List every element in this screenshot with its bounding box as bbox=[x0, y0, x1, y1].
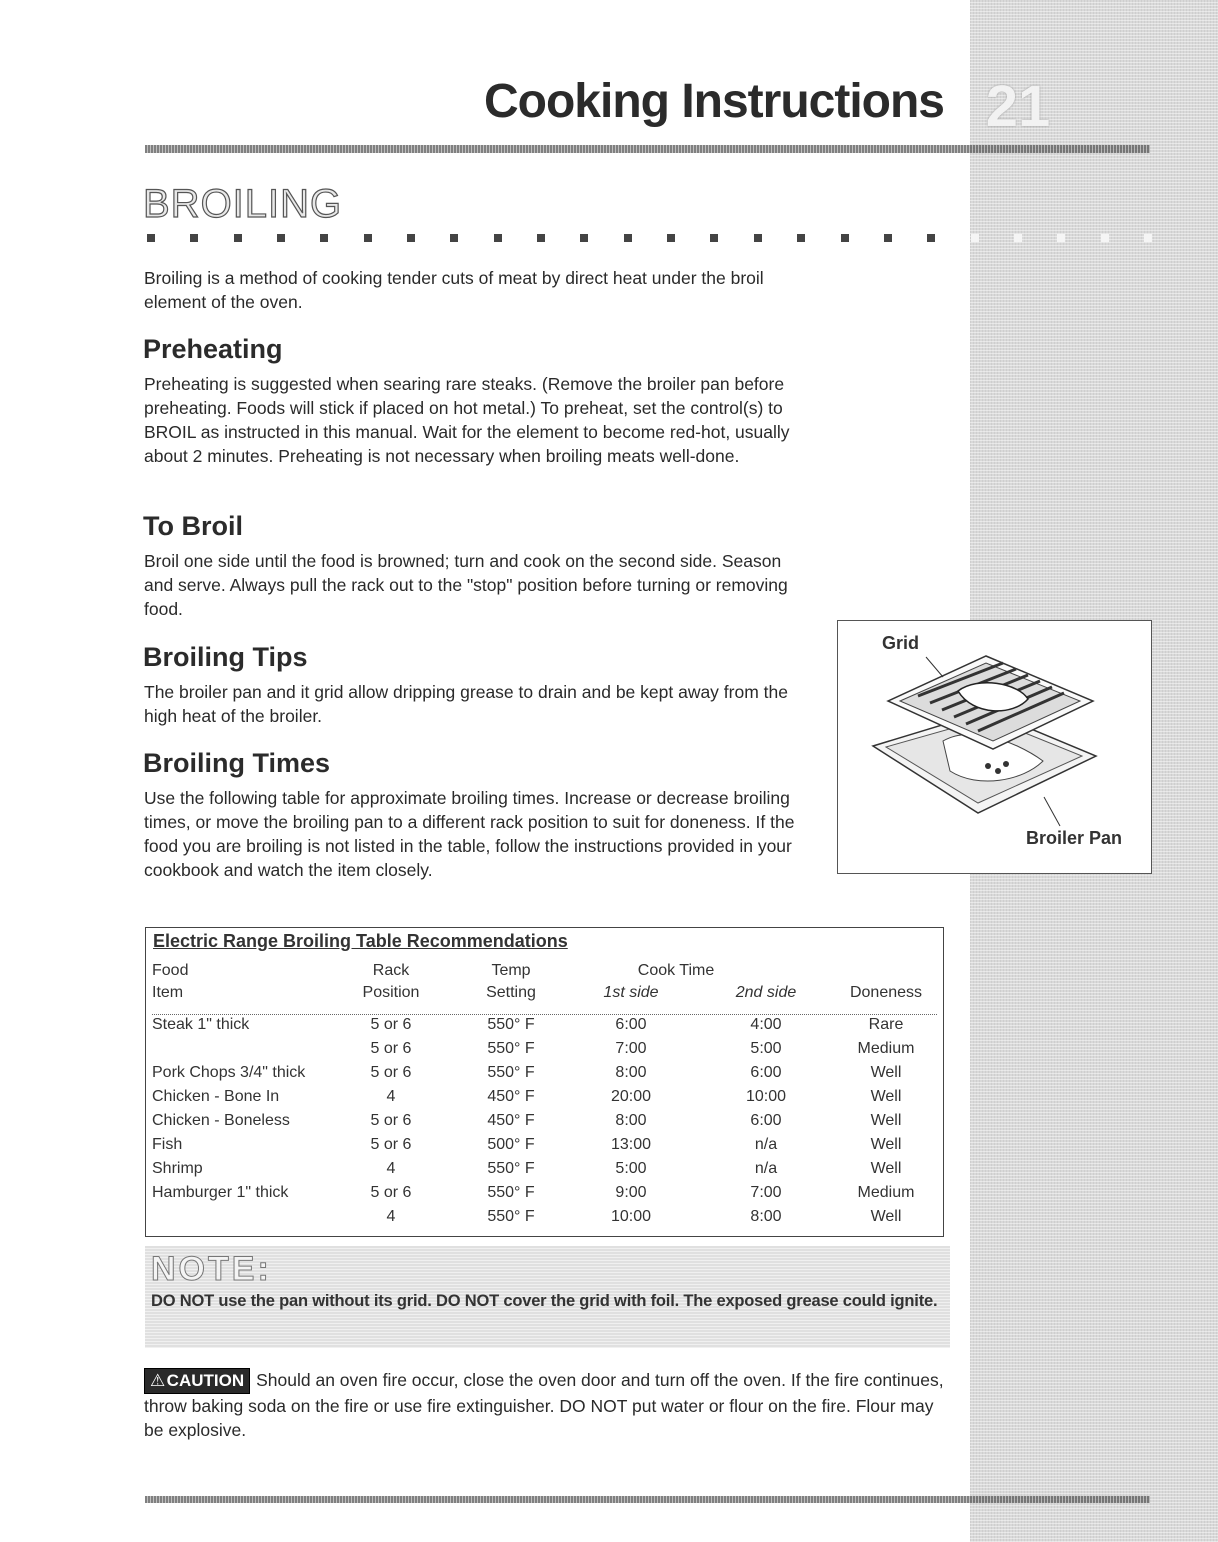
second-side-cell: n/a bbox=[754, 1160, 778, 1177]
note-title: NOTE: bbox=[151, 1250, 272, 1288]
header-rule bbox=[145, 145, 1150, 153]
grid-label: Grid bbox=[882, 633, 920, 653]
food-cell: Hamburger 1" thick bbox=[152, 1184, 289, 1201]
first-side-cell: 20:00 bbox=[610, 1088, 652, 1105]
header-doneness: Doneness bbox=[849, 984, 923, 1001]
preheating-paragraph: Preheating is suggested when searing rare steaks. (Remove the broiler pan before preheating. Foods will stick if placed on hot metal.) To preheat, set the control(s) to BROIL as instructed in this manual. Wait for the element to become red-hot, usually about 2 minutes. Preheating is not necessary when broiling meats well-done. bbox=[144, 374, 790, 466]
temp-cell: 450° F bbox=[487, 1112, 535, 1129]
rack-cell: 5 or 6 bbox=[370, 1136, 412, 1153]
to-broil-heading: To Broil bbox=[143, 511, 243, 541]
temp-cell: 550° F bbox=[487, 1184, 535, 1201]
warning-triangle-icon: ⚠ bbox=[150, 1371, 166, 1390]
food-cell: Chicken - Bone In bbox=[152, 1088, 280, 1105]
to-broil-paragraph: Broil one side until the food is browned; turn and cook on the second side. Season and serve. Always pull the rack out to the "stop" position before turning or removing food. bbox=[144, 551, 788, 619]
second-side-cell: 10:00 bbox=[745, 1088, 787, 1105]
second-side-cell: 8:00 bbox=[750, 1208, 782, 1225]
doneness-cell: Well bbox=[870, 1208, 902, 1225]
header-position: Position bbox=[362, 984, 420, 1001]
header-food: Food bbox=[152, 962, 189, 979]
first-side-cell: 8:00 bbox=[615, 1112, 647, 1129]
doneness-cell: Rare bbox=[868, 1016, 904, 1033]
doneness-cell: Well bbox=[870, 1112, 902, 1129]
first-side-cell: 10:00 bbox=[610, 1208, 652, 1225]
food-cell: Fish bbox=[152, 1136, 183, 1153]
header-item: Item bbox=[152, 984, 184, 1001]
rack-cell: 5 or 6 bbox=[370, 1184, 412, 1201]
caution-text: Should an oven fire occur, close the oven door and turn off the oven. If the fire continues, throw baking soda on the fire or use fire extinguisher. DO NOT put water or flour on the fire. Flour may be explosive. bbox=[144, 1370, 944, 1440]
food-cell: Steak 1" thick bbox=[152, 1016, 250, 1033]
broiling-times-paragraph: Use the following table for approximate broiling times. Increase or decrease broiling times, or move the broiling pan to a different rack position to suit for doneness. If the food you are broiling is not listed in the table, follow the instructions provided in your cookbook and watch the item closely. bbox=[144, 788, 795, 880]
second-side-cell: 6:00 bbox=[750, 1064, 782, 1081]
table-header-rule bbox=[152, 1014, 937, 1015]
doneness-cell: Well bbox=[870, 1160, 902, 1177]
note-box bbox=[145, 1246, 950, 1348]
header-cook-time: Cook Time bbox=[637, 962, 715, 979]
rack-cell: 5 or 6 bbox=[370, 1112, 412, 1129]
first-side-cell: 8:00 bbox=[615, 1064, 647, 1081]
preheating-heading: Preheating bbox=[143, 334, 283, 364]
food-cell: Chicken - Boneless bbox=[152, 1112, 290, 1129]
food-cell: Shrimp bbox=[152, 1160, 203, 1177]
first-side-cell: 7:00 bbox=[615, 1040, 647, 1057]
first-side-cell: 6:00 bbox=[615, 1016, 647, 1033]
note-text: DO NOT use the pan without its grid. DO NOT cover the grid with foil. The exposed grease could ignite. bbox=[151, 1292, 938, 1310]
temp-cell: 550° F bbox=[487, 1064, 535, 1081]
first-side-cell: 9:00 bbox=[615, 1184, 647, 1201]
doneness-cell: Well bbox=[870, 1088, 902, 1105]
caution-badge-label: CAUTION bbox=[166, 1371, 245, 1390]
caution-badge bbox=[144, 1368, 250, 1394]
rack-cell: 5 or 6 bbox=[370, 1016, 412, 1033]
broiling-times-heading: Broiling Times bbox=[143, 748, 331, 778]
section-dots-divider bbox=[147, 234, 1152, 244]
temp-cell: 550° F bbox=[487, 1040, 535, 1057]
section-title: BROILING bbox=[143, 182, 343, 226]
second-side-cell: n/a bbox=[754, 1136, 778, 1153]
intro-paragraph: Broiling is a method of cooking tender cuts of meat by direct heat under the broil element of the oven. bbox=[144, 268, 764, 312]
doneness-cell: Well bbox=[870, 1064, 902, 1081]
footer-rule bbox=[145, 1496, 1150, 1503]
broiling-tips-paragraph: The broiler pan and it grid allow dripping grease to drain and be kept away from the high heat of the broiler. bbox=[144, 682, 788, 726]
rack-cell: 4 bbox=[386, 1160, 396, 1177]
caution-paragraph bbox=[144, 1368, 956, 1442]
broiling-tips-heading: Broiling Tips bbox=[143, 642, 308, 672]
second-side-cell: 6:00 bbox=[750, 1112, 782, 1129]
first-side-cell: 13:00 bbox=[610, 1136, 652, 1153]
doneness-cell: Well bbox=[870, 1136, 902, 1153]
page-number: 21 bbox=[985, 74, 1051, 139]
temp-cell: 550° F bbox=[487, 1160, 535, 1177]
broiler-pan-illustration bbox=[838, 621, 1151, 873]
temp-cell: 550° F bbox=[487, 1208, 535, 1225]
broiler-pan-figure bbox=[837, 620, 1152, 874]
header-rack: Rack bbox=[372, 962, 410, 979]
rack-cell: 4 bbox=[386, 1088, 396, 1105]
doneness-cell: Medium bbox=[857, 1184, 915, 1201]
page-title: Cooking Instructions bbox=[484, 75, 944, 128]
food-cell: Pork Chops 3/4" thick bbox=[152, 1064, 306, 1081]
second-side-cell: 7:00 bbox=[750, 1184, 782, 1201]
first-side-cell: 5:00 bbox=[615, 1160, 647, 1177]
header-2nd-side: 2nd side bbox=[735, 984, 797, 1001]
header-temp: Temp bbox=[491, 962, 531, 979]
table-title: Electric Range Broiling Table Recommendations bbox=[153, 931, 568, 951]
rack-cell: 5 or 6 bbox=[370, 1064, 412, 1081]
second-side-cell: 5:00 bbox=[750, 1040, 782, 1057]
doneness-cell: Medium bbox=[857, 1040, 915, 1057]
temp-cell: 450° F bbox=[487, 1088, 535, 1105]
header-setting: Setting bbox=[486, 984, 536, 1001]
second-side-cell: 4:00 bbox=[750, 1016, 782, 1033]
broiler-pan-label: Broiler Pan bbox=[1026, 828, 1123, 848]
rack-cell: 4 bbox=[386, 1208, 396, 1225]
temp-cell: 500° F bbox=[487, 1136, 535, 1153]
temp-cell: 550° F bbox=[487, 1016, 535, 1033]
header-1st-side: 1st side bbox=[603, 984, 659, 1001]
rack-cell: 5 or 6 bbox=[370, 1040, 412, 1057]
broiling-table bbox=[145, 927, 944, 1237]
